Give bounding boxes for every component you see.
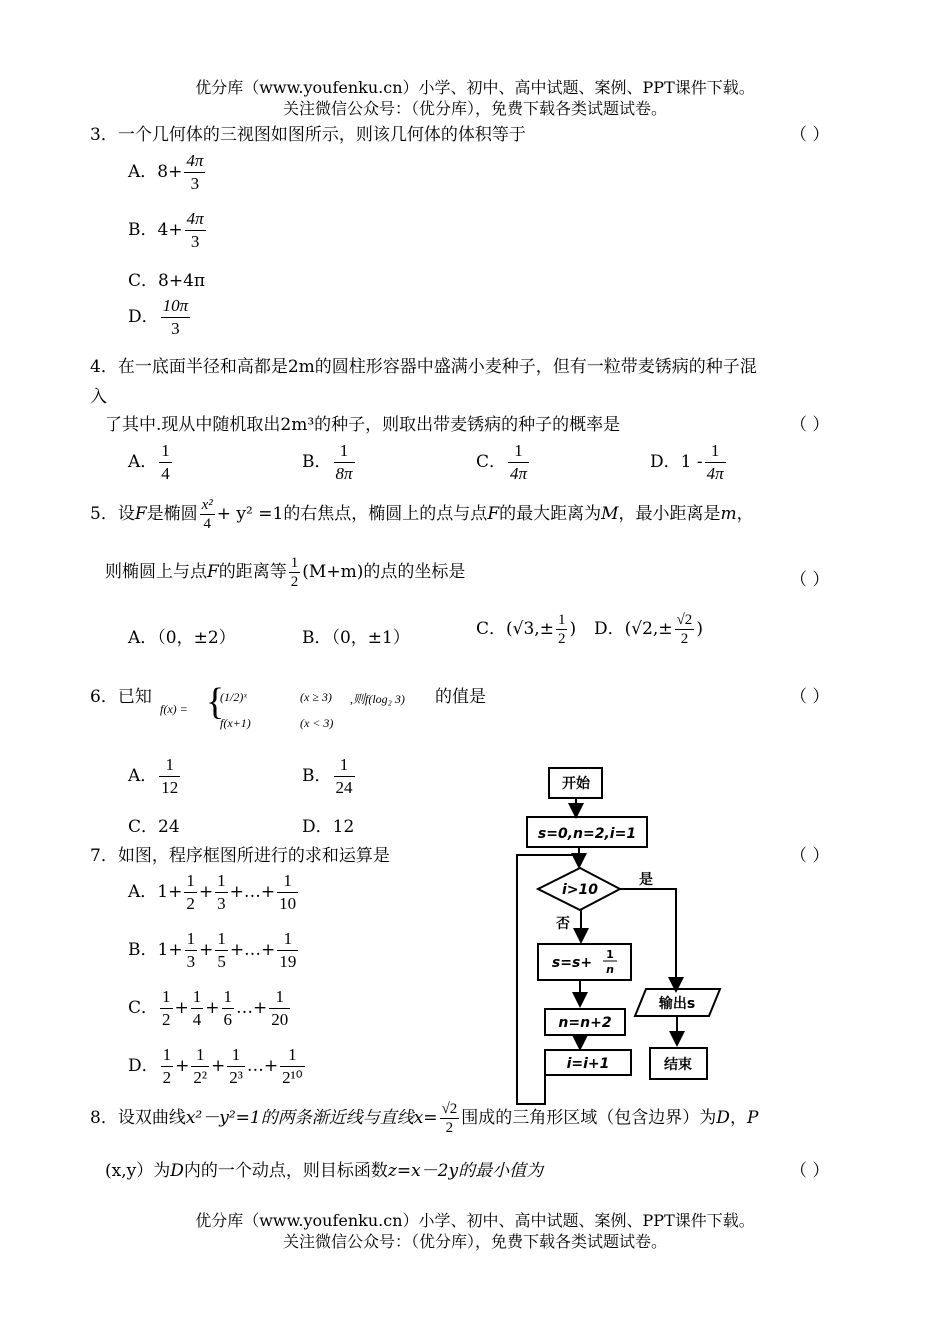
q3-option-a: A．8+ $\frac{4\pi}{3}$ <box>128 151 204 193</box>
q7-paren: （ ） <box>790 846 830 866</box>
q6-option-a: A． $\frac{1}{12}$ <box>128 755 179 797</box>
q4-stem-line1: 4．在一底面半径和高都是2m的圆柱形容器中盛满小麦种子，但有一粒带麦锈病的种子混 <box>90 357 757 377</box>
q5-stem-line1: 5．设F是椭圆 $\frac{\text{x²}}{4}$ + y² =1的右焦点，椭圆上的点与点F的最大距离为M，最小距离是m， <box>90 497 754 532</box>
fc-frac-den: n <box>606 963 614 976</box>
q5-option-b: B．（0，±1） <box>302 628 410 648</box>
q3-option-d: D． $\frac{10\pi}{3}$ <box>128 296 189 338</box>
q8-stem-line1: 8．设双曲线x²－y²=1的两条渐近线与直线x= $\frac{√2}{2}$ 围成的三角形区域（包含边界）为D，P <box>90 1101 759 1136</box>
fc-output-label: 输出s <box>658 996 696 1012</box>
q5-paren: （ ） <box>790 570 830 590</box>
fc-end-label: 结束 <box>664 1057 692 1073</box>
q8-paren: （ ） <box>790 1161 830 1181</box>
q6-paren: （ ） <box>790 687 830 707</box>
q5-option-c: C．(√3,± $\frac{1}{2}$ ) <box>476 612 577 647</box>
q5-stem-line2: 则椭圆上与点F的距离等 $\frac{1}{2}$ (M+m)的点的坐标是 <box>105 555 466 590</box>
q6-option-d: D．12 <box>302 817 355 837</box>
q4-option-b: B． $\frac{1}{8\pi}$ <box>302 441 353 483</box>
fc-update-n-label: n=n+2 <box>558 1015 612 1031</box>
q6-piecewise: f(x) = { (1/2)ˣ (x ≥ 3) f(x+1) (x < 3) ,则f(log₂ 3) <box>160 681 405 730</box>
q4-option-d: D．1 - $\frac{1}{4\pi}$ <box>650 441 724 483</box>
q3-stem: 3．一个几何体的三视图如图所示，则该几何体的体积等于 <box>90 125 526 145</box>
q3-option-b: B．4+ $\frac{4\pi}{3}$ <box>128 209 204 251</box>
q6-stem: 6．已知 <box>90 687 152 707</box>
fc-no-label: 否 <box>556 916 570 932</box>
q3-option-c: C．8+4π <box>128 271 206 291</box>
q7-option-a: A．1+ $\frac{1}{2}$ + $\frac{1}{3}$ +…+ $\frac{1}{10}$ <box>128 871 297 913</box>
q5-option-d: D．(√2,± $\frac{√2}{2}$ ) <box>594 612 703 647</box>
fc-update-i-label: i=i+1 <box>566 1056 610 1072</box>
q6-option-b: B． $\frac{1}{24}$ <box>302 755 353 797</box>
q8-stem-line2: (x,y）为D内的一个动点，则目标函数z=x－2y的最小值为 <box>105 1161 544 1181</box>
q3-paren: （ ） <box>790 125 830 145</box>
q4-option-c: C． $\frac{1}{4\pi}$ <box>476 441 528 483</box>
header-line-2: 关注微信公众号：（优分库），免费下载各类试题试卷。 <box>282 99 667 118</box>
q4-stem-line1b: 入 <box>90 387 107 407</box>
fc-yes-label: 是 <box>639 872 653 888</box>
fc-frac-num: 1 <box>606 948 614 961</box>
header-line-1: 优分库（www.youfenku.cn）小学、初中、高中试题、案例、PPT课件下载。 <box>195 78 755 97</box>
fc-start-label: 开始 <box>562 776 590 792</box>
q7-option-b: B．1+ $\frac{1}{3}$ + $\frac{1}{5}$ +…+ $\frac{1}{19}$ <box>128 929 297 971</box>
q4-option-a: A． $\frac{1}{4}$ <box>128 441 170 483</box>
q4-paren: （ ） <box>790 415 830 435</box>
q5-option-a: A．（0，±2） <box>128 628 236 648</box>
fc-init-label: s=0,n=2,i=1 <box>537 826 637 842</box>
q7-option-d: D． $\frac{1}{2}$ + $\frac{1}{\text{2²}}$ + $\frac{1}{\text{2³}}$ …+ $\frac{1}{\text{2¹⁰}}$ <box>128 1045 303 1087</box>
flowchart <box>500 760 760 1110</box>
q6-stem-tail: 的值是 <box>435 687 486 707</box>
q7-option-c: C． $\frac{1}{2}$ + $\frac{1}{4}$ + $\frac{1}{6}$ …+ $\frac{1}{20}$ <box>128 987 289 1029</box>
footer-line-2: 关注微信公众号：（优分库），免费下载各类试题试卷。 <box>282 1232 667 1251</box>
footer-line-1: 优分库（www.youfenku.cn）小学、初中、高中试题、案例、PPT课件下载。 <box>195 1211 755 1230</box>
q7-stem: 7．如图，程序框图所进行的求和运算是 <box>90 846 390 866</box>
fc-update-s-label: s=s+ <box>551 955 593 971</box>
q6-option-c: C．24 <box>128 817 180 837</box>
fc-cond-label: i>10 <box>561 882 599 898</box>
q4-stem-line2: 了其中.现从中随机取出2m³的种子，则取出带麦锈病的种子的概率是 <box>105 415 621 435</box>
